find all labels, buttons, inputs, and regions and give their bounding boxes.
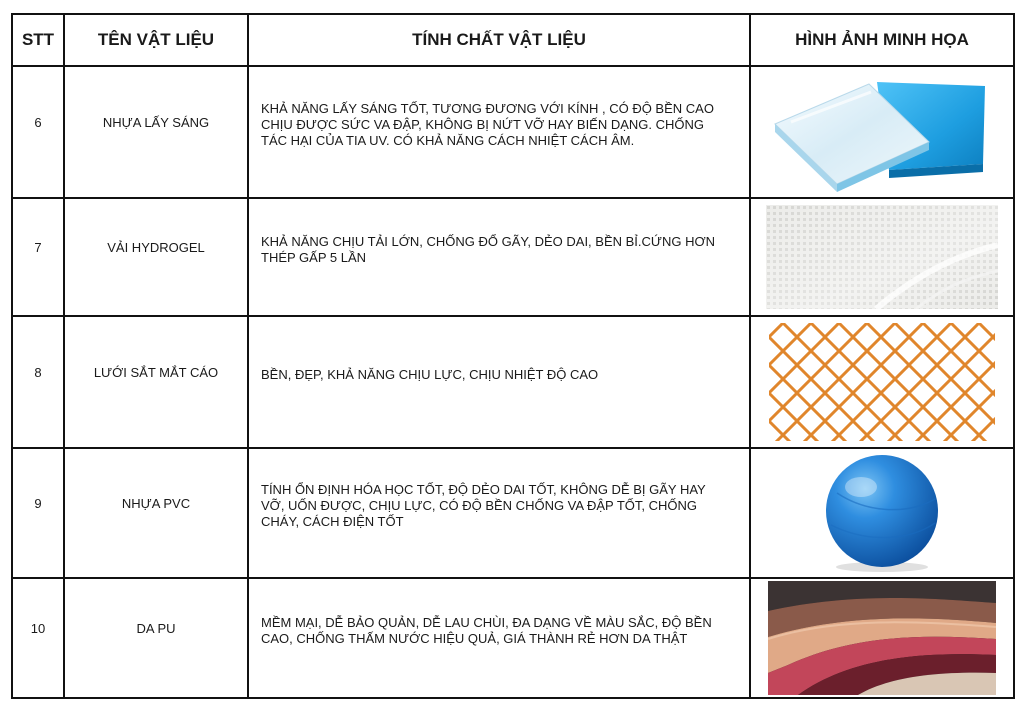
table-row	[12, 198, 1014, 316]
row-stt: 10	[30, 620, 46, 636]
pu-leather-image	[768, 581, 996, 695]
row-material-name: VẢI HYDROGEL	[107, 239, 205, 255]
row-material-properties: MỀM MẠI, DỄ BẢO QUẢN, DỄ LAU CHÙI, ĐA DẠNG VỀ MÀU SẮC, ĐỘ BỀN CAO, CHỐNG THẤM NƯỚC HIỆU QUẢ, GIÁ THÀNH RẺ HƠN DA THẬT	[261, 615, 712, 646]
row-material-properties: TÍNH ỔN ĐỊNH HÓA HỌC TỐT, ĐỘ DẺO DAI TỐT, KHÔNG DỄ BỊ GÃY HAY VỠ, UỐN ĐƯỢC, CHỊU LỰC, CÓ ĐỘ BỀN CHỐNG VA ĐẬP TỐT, CHỐNG CHÁY, CÁCH ĐIỆN TỐT	[261, 482, 706, 529]
row-stt: 8	[34, 364, 42, 380]
row-material-name: NHỰA PVC	[121, 495, 191, 511]
chain-link-mesh-image	[769, 323, 995, 441]
row-material-name: DA PU	[136, 620, 176, 636]
pvc-ball-image	[817, 453, 947, 573]
materials-table	[11, 13, 1015, 699]
table-row	[12, 316, 1014, 448]
header-properties: TÍNH CHẤT VẬT LIỆU	[248, 14, 750, 66]
header-name: TÊN VẬT LIỆU	[64, 14, 248, 66]
table-row	[12, 448, 1014, 578]
header-stt: STT	[12, 14, 64, 66]
row-material-properties: KHẢ NĂNG LẤY SÁNG TỐT, TƯƠNG ĐƯƠNG VỚI KÍNH , CÓ ĐỘ BỀN CAO CHỊU ĐƯỢC SỨC VA ĐẬP, KHÔNG BỊ NỨT VỠ HAY BIẾN DẠNG. CHỐNG TÁC HẠI CỦA TIA UV. CÓ KHẢ NĂNG CÁCH NHIỆT CÁCH ÂM.	[261, 101, 714, 148]
row-material-properties: KHẢ NĂNG CHỊU TẢI LỚN, CHỐNG ĐỔ GÃY, DẺO DAI, BỀN BỈ.CỨNG HƠN THÉP GẤP 5 LẦN	[261, 234, 716, 265]
table-row	[12, 578, 1014, 698]
table-row	[12, 66, 1014, 198]
row-material-name: LƯỚI SẮT MẮT CÁO	[93, 364, 219, 380]
row-stt: 7	[34, 239, 42, 255]
row-material-name: NHỰA LẤY SÁNG	[102, 114, 210, 130]
polycarbonate-sheets-image	[771, 72, 993, 192]
row-material-properties: BỀN, ĐẸP, KHẢ NĂNG CHỊU LỰC, CHỊU NHIỆT ĐỘ CAO	[261, 367, 599, 382]
header-image: HÌNH ẢNH MINH HỌA	[750, 14, 1014, 66]
row-stt: 6	[34, 114, 42, 130]
mesh-fabric-image	[766, 205, 998, 309]
table-header-row	[12, 14, 1014, 66]
row-stt: 9	[34, 495, 42, 511]
